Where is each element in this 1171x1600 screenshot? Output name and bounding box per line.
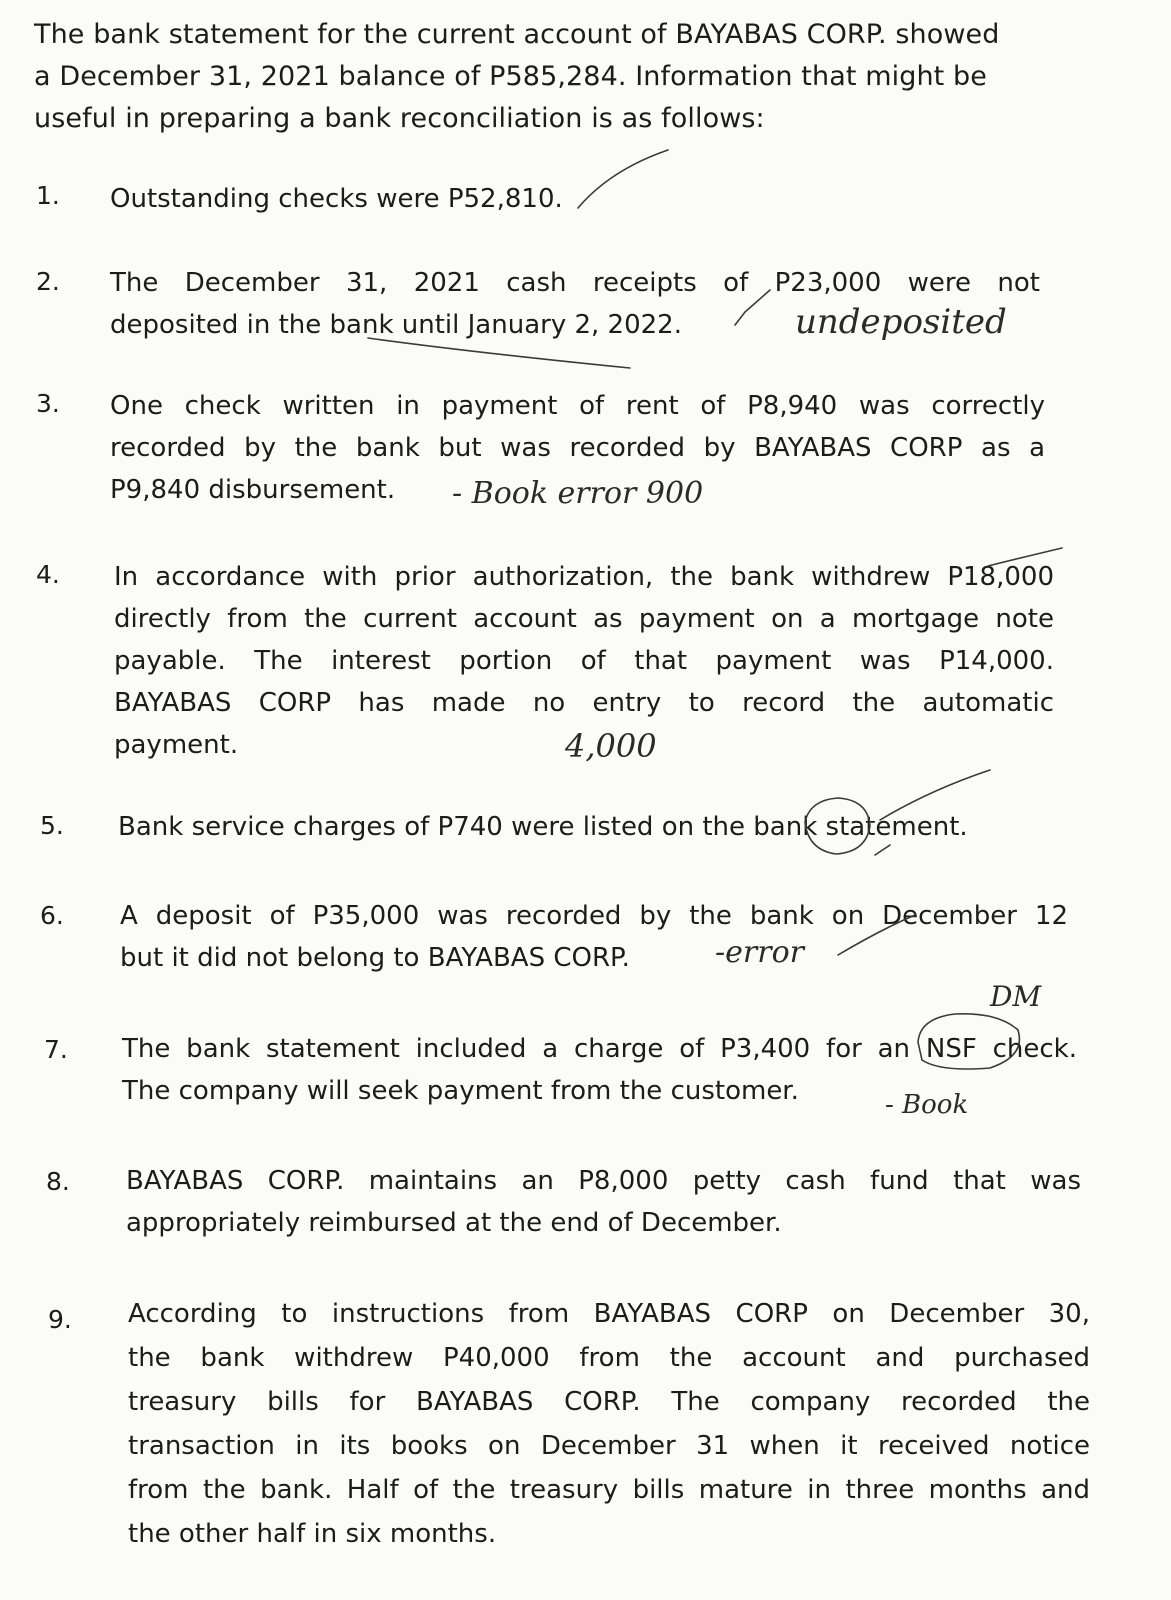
intro-line: a December 31, 2021 balance of P585,284. Information that might be (34, 61, 987, 92)
handwritten-note-dm: DM (990, 980, 1042, 1013)
item-number: 1. (36, 181, 60, 210)
item-line: directly from the current account as payment on a mortgage note (114, 604, 1054, 634)
item-number: 9. (48, 1305, 72, 1334)
item-line: transaction in its books on December 31 when it received notice (128, 1431, 1090, 1461)
intro-line: useful in preparing a bank reconciliation is as follows: (34, 103, 765, 134)
item-line: BAYABAS CORP. maintains an P8,000 petty cash fund that was (126, 1166, 1081, 1196)
tick-mark (875, 845, 890, 855)
item-line: The company will seek payment from the customer. (122, 1076, 799, 1106)
item-line: payable. The interest portion of that payment was P14,000. (114, 646, 1054, 676)
handwritten-note-book: - Book (885, 1090, 969, 1120)
check-mark (735, 290, 770, 325)
item-number: 3. (36, 389, 60, 418)
item-line: Bank service charges of P740 were listed on the bank statement. (118, 812, 968, 842)
item-line: recorded by the bank but was recorded by BAYABAS CORP as a (110, 433, 1045, 463)
item-line: but it did not belong to BAYABAS CORP. (120, 943, 630, 973)
item-number: 6. (40, 901, 64, 930)
item-line: A deposit of P35,000 was recorded by the bank on December 12 (120, 901, 1068, 931)
underline-stroke (368, 338, 630, 368)
item-line: In accordance with prior authorization, the bank withdrew P18,000 (114, 562, 1054, 592)
item-line: One check written in payment of rent of P8,940 was correctly (110, 391, 1045, 421)
handwritten-note-undeposited: undeposited (795, 302, 1007, 342)
item-line: The bank statement included a charge of P3,400 for an NSF check. (122, 1034, 1077, 1064)
item-line: P9,840 disbursement. (110, 475, 396, 505)
item-line: deposited in the bank until January 2, 2022. (110, 310, 682, 340)
intro-line: The bank statement for the current account of BAYABAS CORP. showed (34, 19, 1000, 50)
item-line: from the bank. Half of the treasury bills mature in three months and (128, 1475, 1090, 1505)
item-number: 2. (36, 267, 60, 296)
check-mark (988, 548, 1062, 566)
check-mark (838, 915, 915, 955)
circle-bank (805, 798, 870, 854)
item-number: 4. (36, 560, 60, 589)
item-line: Outstanding checks were P52,810. (110, 184, 563, 214)
item-number: 5. (40, 811, 64, 840)
item-line: appropriately reimbursed at the end of December. (126, 1208, 782, 1238)
check-mark (880, 770, 990, 820)
handwritten-note-error: -error (715, 935, 804, 970)
item-line: the bank withdrew P40,000 from the account and purchased (128, 1343, 1090, 1373)
item-line: payment. (114, 730, 239, 760)
item-line: According to instructions from BAYABAS CORP on December 30, (128, 1299, 1090, 1329)
handwritten-note-book-error: - Book error 900 (452, 476, 704, 511)
item-line: the other half in six months. (128, 1519, 497, 1549)
check-mark (578, 150, 668, 208)
circle-nsf (918, 1014, 1019, 1069)
item-line: treasury bills for BAYABAS CORP. The company recorded the (128, 1387, 1090, 1417)
handwritten-note-amount: 4,000 (565, 727, 657, 765)
item-number: 8. (46, 1167, 70, 1196)
item-number: 7. (44, 1035, 68, 1064)
item-line: BAYABAS CORP has made no entry to record the automatic (114, 688, 1054, 718)
item-line: The December 31, 2021 cash receipts of P23,000 were not (110, 268, 1040, 298)
